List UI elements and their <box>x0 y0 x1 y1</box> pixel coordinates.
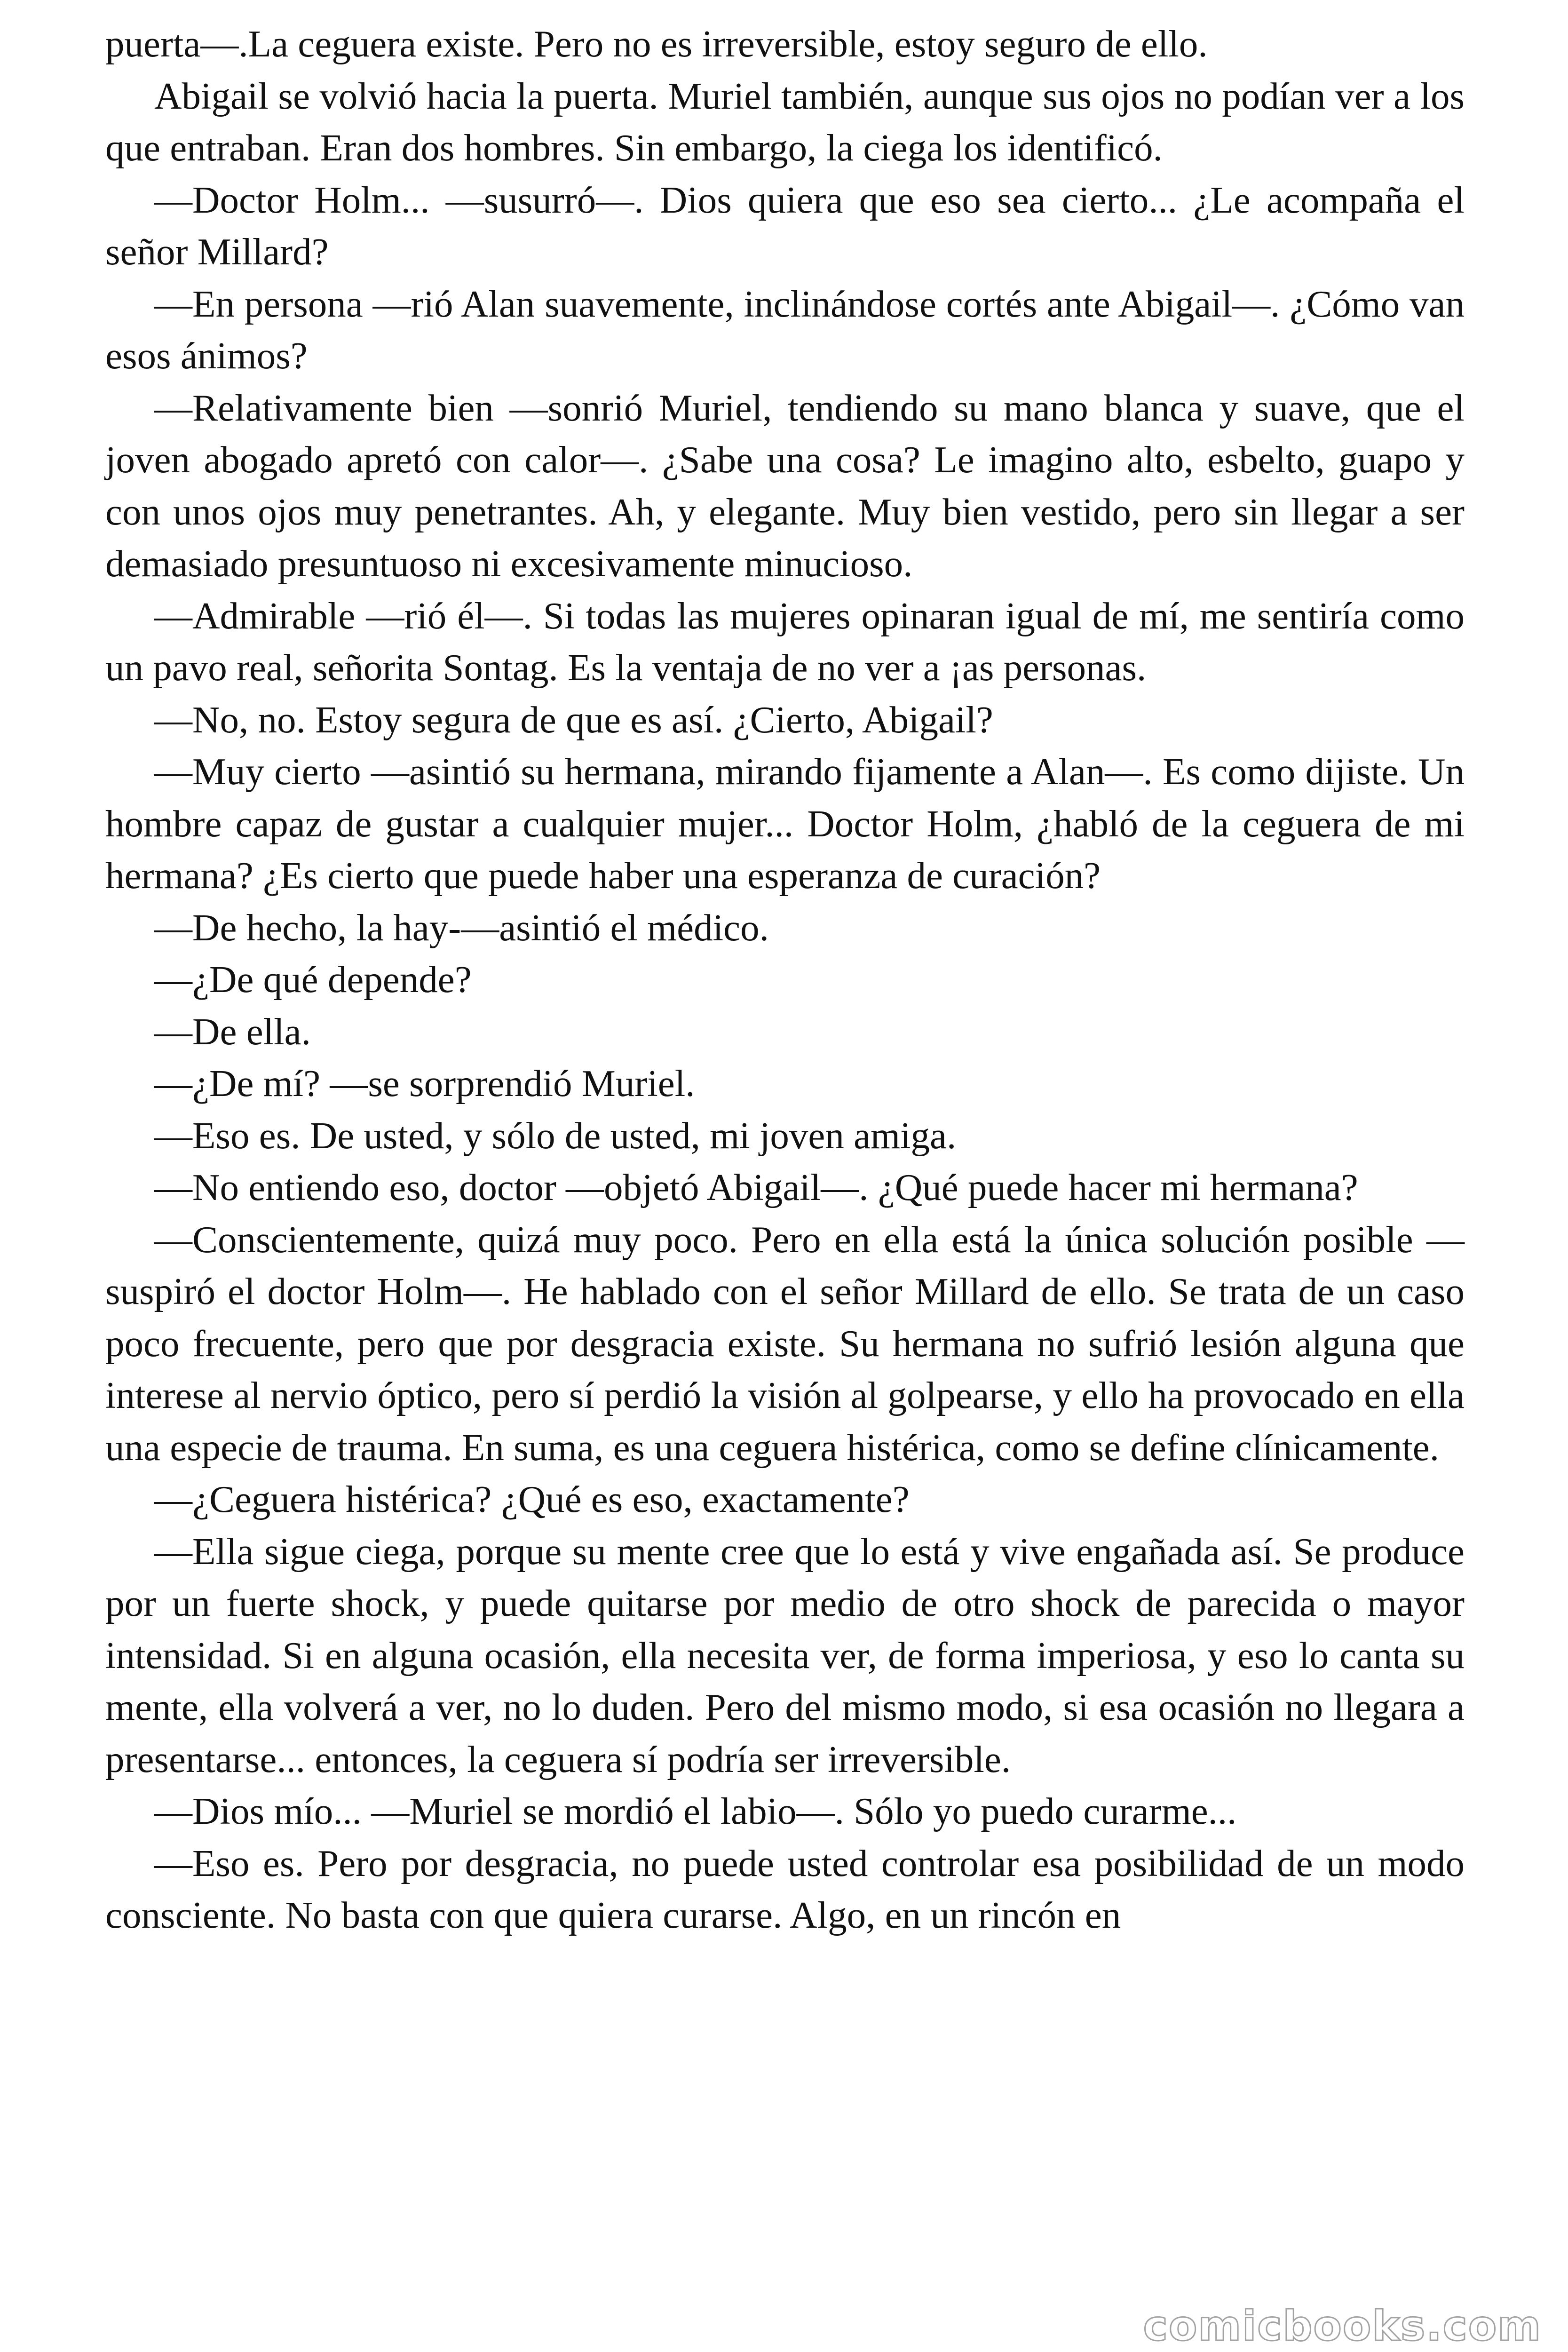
dialogue-paragraph: —Eso es. De usted, y sólo de usted, mi joven amiga. <box>154 1114 957 1157</box>
dialogue-paragraph: —Dios mío... —Muriel se mordió el labio—. Sólo yo puedo curarme... <box>154 1790 1237 1832</box>
dialogue-paragraph: —No, no. Estoy segura de que es así. ¿Cierto, Abigail? <box>154 698 993 741</box>
body-text <box>105 18 1465 1941</box>
dialogue-paragraph: —De ella. <box>154 1010 311 1053</box>
dialogue-paragraph: —Admirable —rió él—. Si todas las mujeres opinaran igual de mí, me sentiría como un pavo real, señorita Sontag. Es la ventaja de no ver a ¡as personas. <box>105 594 1465 689</box>
dialogue-paragraph: —Conscientemente, quizá muy poco. Pero en ella está la única solución posible — suspiró el doctor Holm—. He hablado con el señor Millard de ello. Se trata de un caso poco frecuente, pero que por desgracia existe. Su hermana no sufrió lesión alguna que interese al nervio óptico, pero sí perdió la visión al golpearse, y ello ha provocado en ella una especie de trauma. En suma, es una ceguera histérica, como se define clínicamente. <box>105 1218 1465 1469</box>
paragraph: Abigail se volvió hacia la puerta. Muriel también, aunque sus ojos no podían ver a los que entraban. Eran dos hombres. Sin embargo, la ciega los identificó. <box>105 74 1465 169</box>
watermark-logo: comicbooks.com <box>1143 2302 1542 2350</box>
dialogue-paragraph: —¿Ceguera histérica? ¿Qué es eso, exactamente? <box>154 1478 910 1520</box>
dialogue-paragraph: —Relativamente bien —sonrió Muriel, tendiendo su mano blanca y suave, que el joven abogado apretó con calor—. ¿Sabe una cosa? Le imagino alto, esbelto, guapo y con unos ojos muy penetrantes. Ah, y elegante. Muy bien vestido, pero sin llegar a ser demasiado presuntuoso ni excesivamente minucioso. <box>105 386 1465 585</box>
dialogue-paragraph: —En persona —rió Alan suavemente, inclinándose cortés ante Abigail—. ¿Cómo van esos ánimos? <box>105 282 1465 377</box>
dialogue-paragraph: —No entiendo eso, doctor —objetó Abigail—. ¿Qué puede hacer mi hermana? <box>154 1166 1358 1208</box>
dialogue-paragraph: —Doctor Holm... —susurró—. Dios quiera que eso sea cierto... ¿Le acompaña el señor Millard? <box>105 178 1465 273</box>
paragraph-continued: puerta—.La ceguera existe. Pero no es irreversible, estoy seguro de ello. <box>105 23 1208 65</box>
dialogue-paragraph: —De hecho, la hay-—asintió el médico. <box>154 906 769 949</box>
dialogue-paragraph: —Eso es. Pero por desgracia, no puede usted controlar esa posibilidad de un modo consciente. No basta con que quiera curarse. Algo, en un rincón en <box>105 1842 1465 1936</box>
dialogue-paragraph: —Ella sigue ciega, porque su mente cree que lo está y vive engañada así. Se produce por un fuerte shock, y puede quitarse por medio de otro shock de parecida o mayor intensidad. Si en alguna ocasión, ella necesita ver, de forma imperiosa, y eso lo canta su mente, ella volverá a ver, no lo duden. Pero del mismo modo, si esa ocasión no llegara a presentarse... entonces, la ceguera sí podría ser irreversible. <box>105 1530 1465 1780</box>
dialogue-paragraph: —¿De mí? —se sorprendió Muriel. <box>154 1062 695 1104</box>
dialogue-paragraph: —Muy cierto —asintió su hermana, mirando fijamente a Alan—. Es como dijiste. Un hombre capaz de gustar a cualquier mujer... Doctor Holm, ¿habló de la ceguera de mi hermana? ¿Es cierto que puede haber una esperanza de curación? <box>105 750 1465 897</box>
dialogue-paragraph: —¿De qué depende? <box>154 958 472 1001</box>
